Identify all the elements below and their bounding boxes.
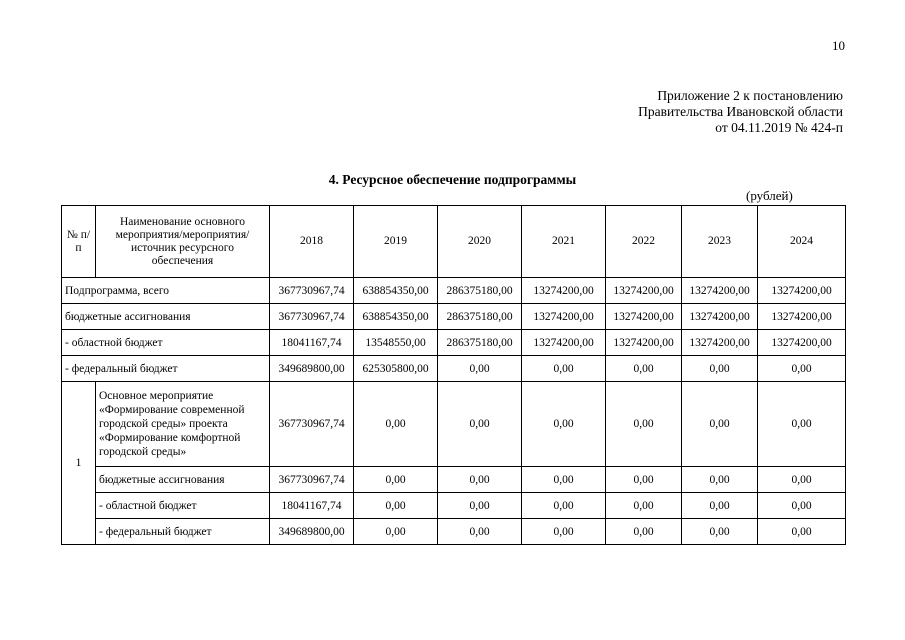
cell-value: 0,00 — [606, 467, 682, 493]
cell-value: 0,00 — [758, 467, 846, 493]
section-title: 4. Ресурсное обеспечение подпрограммы — [328, 172, 577, 187]
header-name: Наименование основного мероприятия/мероприятия/ источник ресурсного обеспечения — [96, 206, 270, 278]
cell-value: 0,00 — [522, 493, 606, 519]
cell-value: 0,00 — [438, 467, 522, 493]
cell-value: 0,00 — [758, 382, 846, 467]
cell-value: 0,00 — [354, 493, 438, 519]
cell-value: 0,00 — [438, 356, 522, 382]
cell-value: 349689800,00 — [270, 356, 354, 382]
appendix-line-2: Правительства Ивановской области — [638, 104, 843, 119]
cell-value: 0,00 — [606, 493, 682, 519]
header-year: 2022 — [606, 206, 682, 278]
table-row — [62, 493, 846, 519]
cell-value: 0,00 — [758, 519, 846, 545]
row-index: 1 — [62, 382, 96, 545]
row-label: Основное мероприятие «Формирование современной городской среды» проекта «Формирование комфортной городской среды» — [96, 382, 270, 467]
cell-value: 13274200,00 — [758, 330, 846, 356]
cell-value: 286375180,00 — [438, 304, 522, 330]
cell-value: 349689800,00 — [270, 519, 354, 545]
cell-value: 0,00 — [758, 356, 846, 382]
table-row — [62, 330, 846, 356]
cell-value: 0,00 — [522, 519, 606, 545]
cell-value: 0,00 — [606, 382, 682, 467]
row-label: - федеральный бюджет — [96, 519, 270, 545]
cell-value: 13274200,00 — [606, 330, 682, 356]
table-row — [62, 304, 846, 330]
appendix-line-1: Приложение 2 к постановлению — [657, 88, 843, 103]
cell-value: 13274200,00 — [758, 278, 846, 304]
resource-table — [61, 205, 846, 545]
cell-value: 0,00 — [438, 519, 522, 545]
row-label: - областной бюджет — [62, 330, 270, 356]
table-row — [62, 467, 846, 493]
row-label: бюджетные ассигнования — [96, 467, 270, 493]
cell-value: 0,00 — [606, 356, 682, 382]
cell-value: 638854350,00 — [354, 278, 438, 304]
header-year: 2023 — [682, 206, 758, 278]
cell-value: 13274200,00 — [606, 278, 682, 304]
row-label: бюджетные ассигнования — [62, 304, 270, 330]
cell-value: 13274200,00 — [522, 330, 606, 356]
table-row — [62, 519, 846, 545]
cell-value: 18041167,74 — [270, 330, 354, 356]
cell-value: 0,00 — [682, 519, 758, 545]
cell-value: 13274200,00 — [606, 304, 682, 330]
cell-value: 13274200,00 — [522, 278, 606, 304]
cell-value: 286375180,00 — [438, 330, 522, 356]
row-label: - областной бюджет — [96, 493, 270, 519]
cell-value: 0,00 — [354, 467, 438, 493]
appendix-line-3: от 04.11.2019 № 424-п — [715, 120, 843, 135]
table-row — [62, 356, 846, 382]
cell-value: 367730967,74 — [270, 304, 354, 330]
cell-value: 0,00 — [682, 467, 758, 493]
cell-value: 13274200,00 — [758, 304, 846, 330]
unit-label: (рублей) — [746, 188, 793, 203]
header-num: № п/п — [62, 206, 96, 278]
cell-value: 367730967,74 — [270, 467, 354, 493]
cell-value: 638854350,00 — [354, 304, 438, 330]
header-year: 2018 — [270, 206, 354, 278]
cell-value: 367730967,74 — [270, 278, 354, 304]
cell-value: 0,00 — [682, 382, 758, 467]
cell-value: 0,00 — [758, 493, 846, 519]
appendix-note — [638, 88, 843, 136]
cell-value: 625305800,00 — [354, 356, 438, 382]
cell-value: 13274200,00 — [682, 304, 758, 330]
cell-value: 367730967,74 — [270, 382, 354, 467]
cell-value: 0,00 — [438, 493, 522, 519]
row-label: - федеральный бюджет — [62, 356, 270, 382]
cell-value: 0,00 — [522, 382, 606, 467]
page-number: 10 — [832, 38, 845, 53]
cell-value: 0,00 — [606, 519, 682, 545]
cell-value: 13274200,00 — [682, 278, 758, 304]
cell-value: 0,00 — [438, 382, 522, 467]
header-year: 2019 — [354, 206, 438, 278]
cell-value: 13274200,00 — [522, 304, 606, 330]
cell-value: 0,00 — [682, 493, 758, 519]
header-year: 2021 — [522, 206, 606, 278]
cell-value: 0,00 — [354, 382, 438, 467]
row-label: Подпрограмма, всего — [62, 278, 270, 304]
header-year: 2020 — [438, 206, 522, 278]
cell-value: 286375180,00 — [438, 278, 522, 304]
cell-value: 0,00 — [354, 519, 438, 545]
cell-value: 0,00 — [522, 467, 606, 493]
header-year: 2024 — [758, 206, 846, 278]
cell-value: 0,00 — [682, 356, 758, 382]
table-row — [62, 382, 846, 467]
table-row — [62, 278, 846, 304]
cell-value: 18041167,74 — [270, 493, 354, 519]
cell-value: 13274200,00 — [682, 330, 758, 356]
cell-value: 13548550,00 — [354, 330, 438, 356]
cell-value: 0,00 — [522, 356, 606, 382]
table-header-row — [62, 206, 846, 278]
